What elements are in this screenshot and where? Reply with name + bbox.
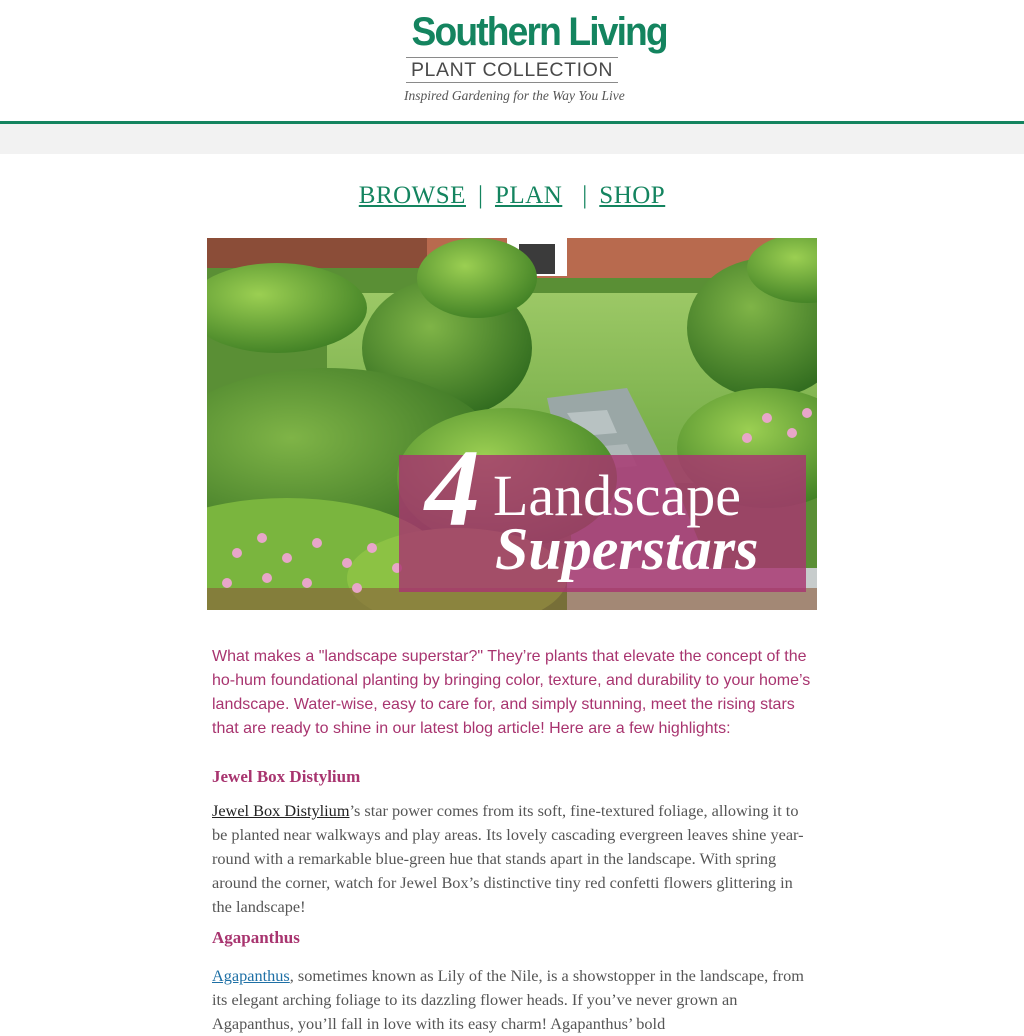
logo-divider [406, 82, 618, 83]
hero-number: 4 [425, 427, 480, 549]
intro-paragraph: What makes a "landscape superstar?" They’re plants that elevate the concept of the ho-hum foundational planting by bringing color, texture, and durability to your home’s landscape. Water-wise, easy to care for, and simply stunning, meet the rising stars that are ready to shine in our latest blog article! Here are a few highlights: [212, 648, 811, 737]
primary-nav [0, 178, 1024, 214]
plant-description-jewel-box [212, 799, 816, 919]
hero-title-line1: Landscape [493, 463, 741, 528]
logo-subbrand-text: PLANT COLLECTION [410, 59, 614, 81]
jewel-box-distylium-link[interactable]: Jewel Box Distylium [212, 801, 350, 820]
plant-heading-jewel-box: Jewel Box Distylium [212, 767, 361, 786]
hero-banner[interactable] [207, 238, 817, 610]
plant-description-agapanthus [212, 964, 816, 1036]
plant-description-text: , sometimes known as Lily of the Nile, is a showstopper in the landscape, from its elegant arching foliage to its dazzling flower heads. If you’ve never grown an Agapanthus, you’ll fall in love with its easy charm! Agapanthus’ bold [212, 966, 804, 1033]
logo-tagline: Inspired Gardening for the Way You Live [404, 88, 625, 103]
nav-browse-link[interactable]: BROWSE [358, 182, 466, 209]
header-gray-band [0, 124, 1024, 154]
email-header [0, 0, 1024, 121]
nav-plan-link[interactable]: PLAN [494, 182, 563, 209]
nav-shop-link[interactable]: SHOP [599, 182, 666, 209]
southern-living-logo[interactable] [404, 8, 667, 110]
agapanthus-link[interactable]: Agapanthus [212, 966, 290, 985]
plant-description-text: ’s star power comes from its soft, fine-textured foliage, allowing it to be planted near walkways and play areas. Its lovely cascading evergreen leaves shine year-round with a remarkable blue-green hue that stands apart in the landscape. With spring around the corner, watch for Jewel Box’s distinctive tiny red confetti flowers glittering in the landscape! [212, 801, 804, 916]
nav-separator: | [582, 182, 588, 209]
nav-separator: | [477, 182, 483, 209]
plant-heading-agapanthus: Agapanthus [212, 928, 300, 947]
logo-brand-text: Southern Living [411, 10, 667, 54]
hero-title-line2: Superstars [495, 516, 759, 582]
